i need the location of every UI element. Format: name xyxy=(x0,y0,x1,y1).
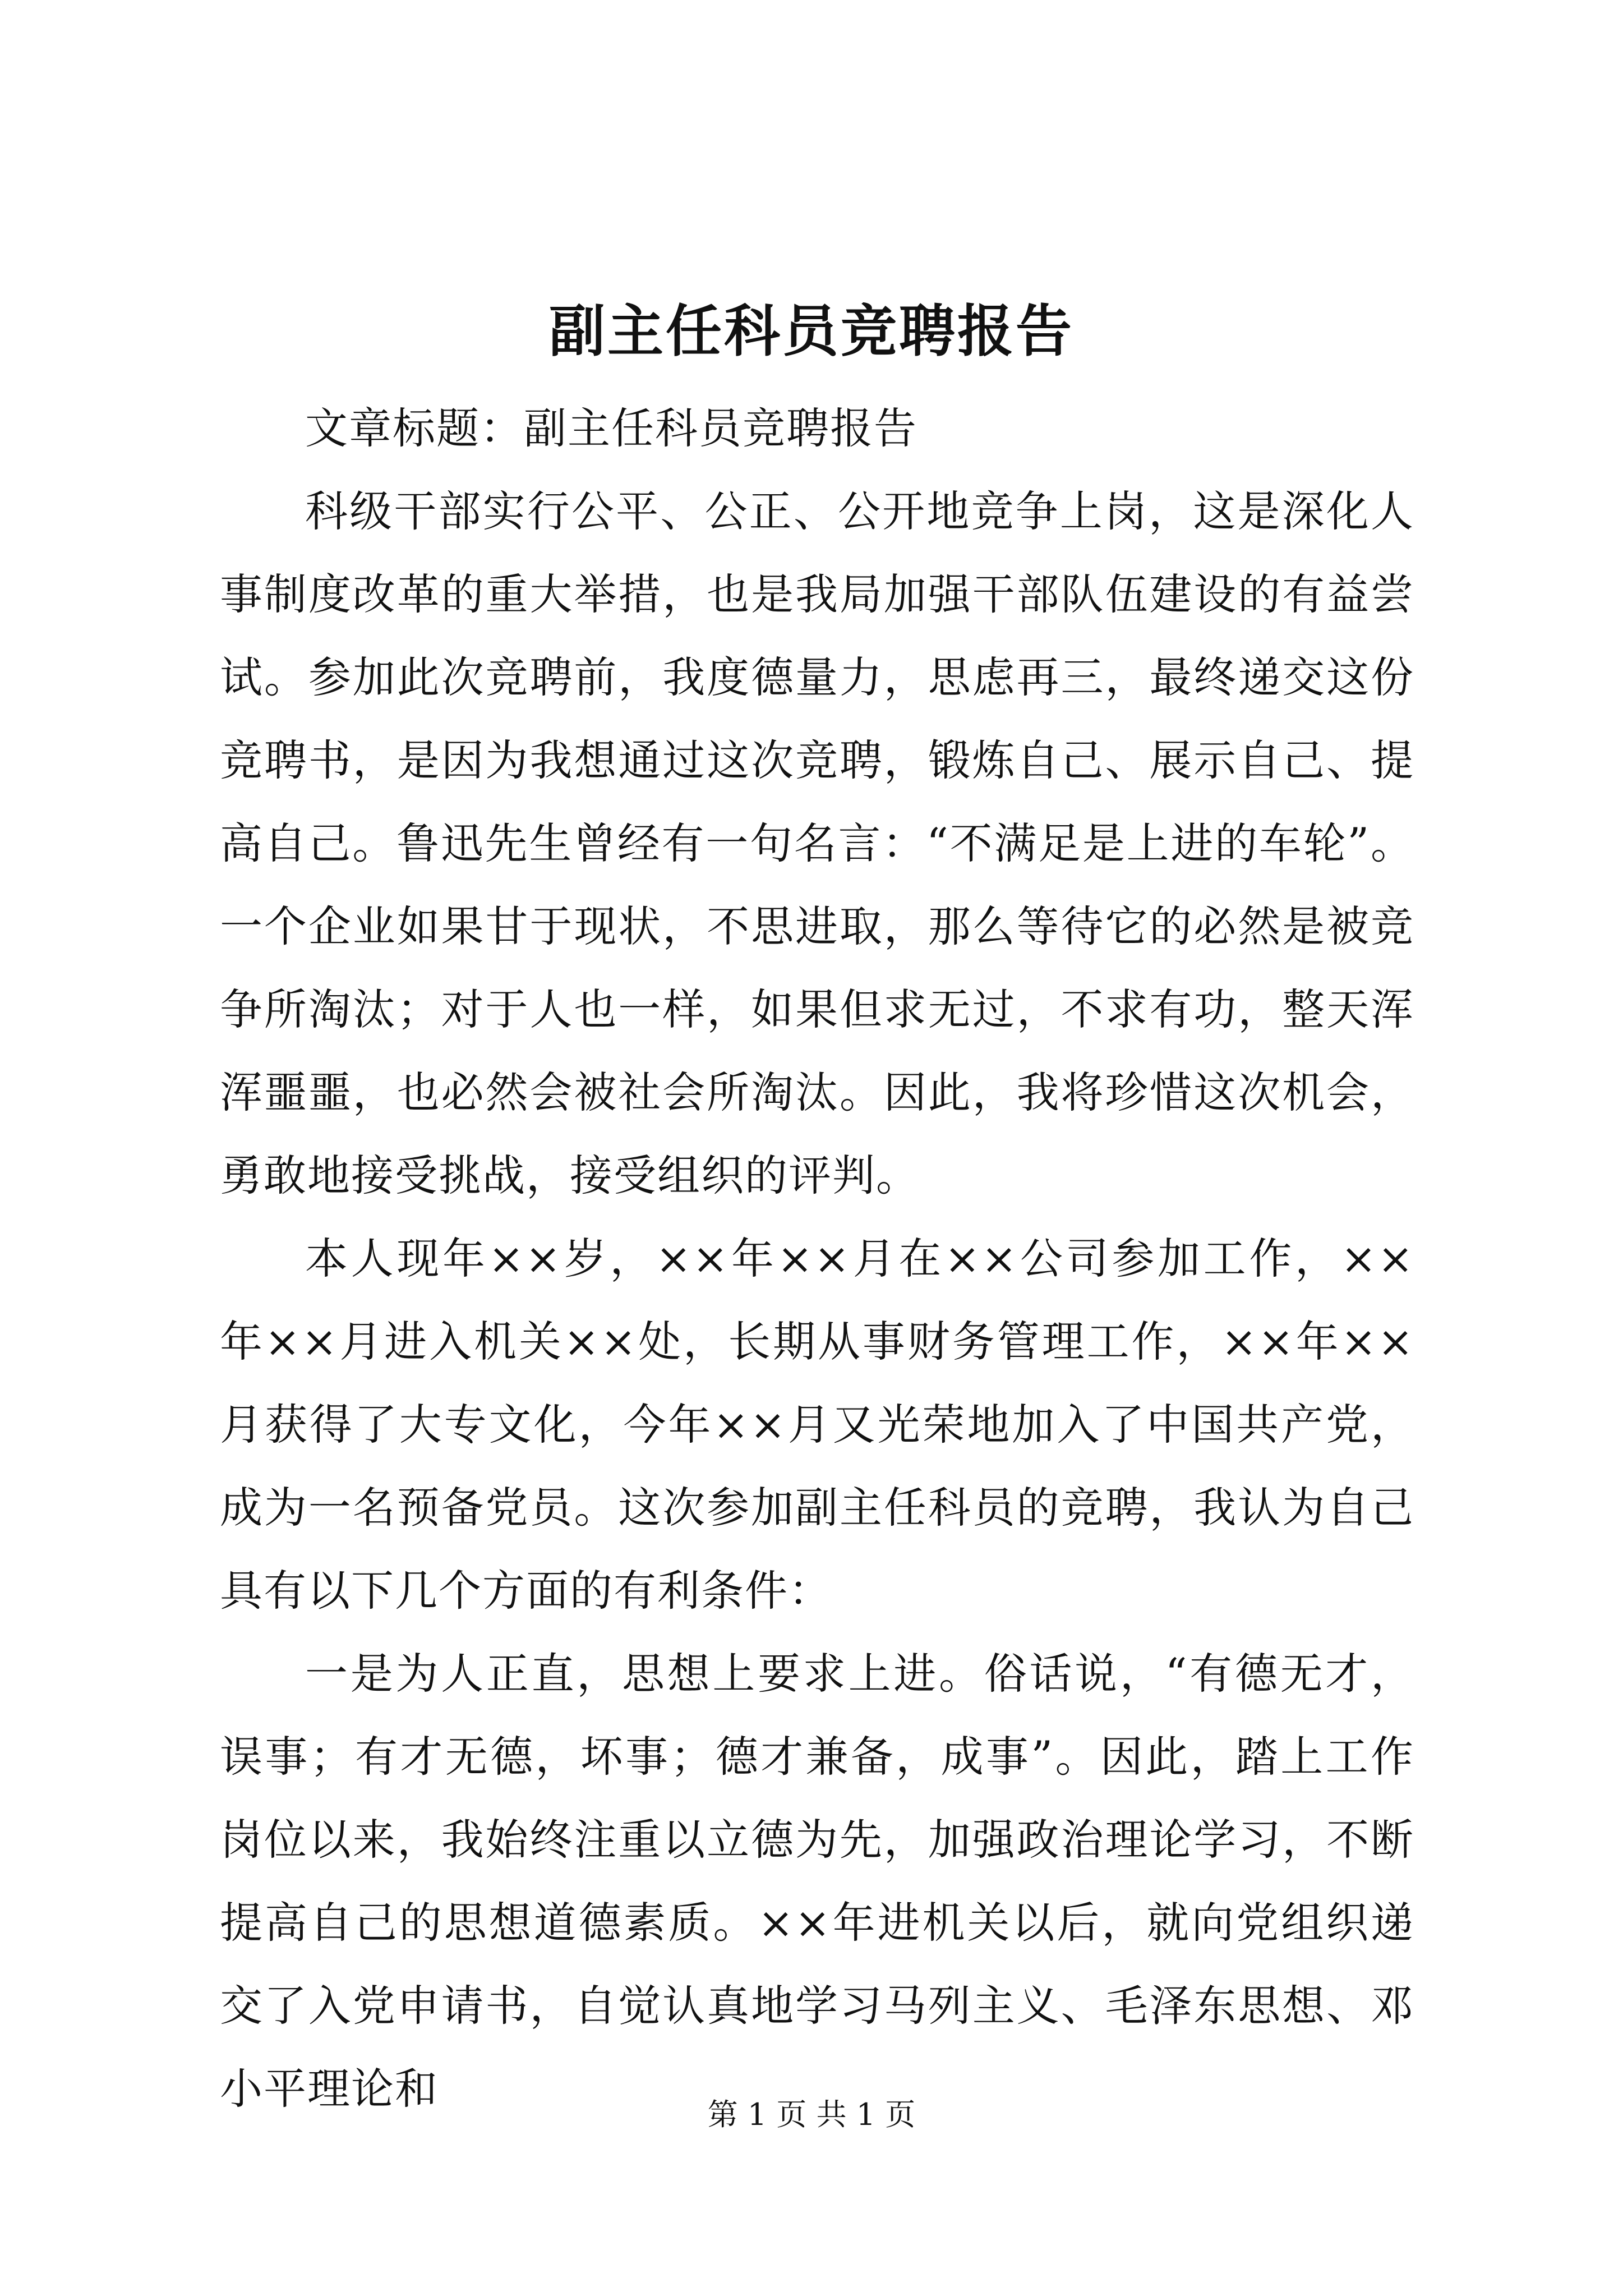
document-title: 副主任科员竞聘报告 xyxy=(549,298,1074,364)
paragraph-introduction: 科级干部实行公平、公正、公开地竞争上岗，这是深化人事制度改革的重大举措，也是我局加强干部队伍建设的有益尝试。参加此次竞聘前，我度德量力，思虑再三，最终递交这份竞聘书，是因为我想通过这次竞聘，锻炼自己、展示自己、提高自己。鲁迅先生曾经有一句名言：“不满足是上进的车轮”。一个企业如果甘于现状，不思进取，那么等待它的必然是被竞争所淘汰；对于人也一样，如果但求无过，不求有功，整天浑浑噩噩，也必然会被社会所淘汰。因此，我将珍惜这次机会，勇敢地接受挑战，接受组织的评判。 xyxy=(220,486,1414,1200)
paragraph-personal-background: 本人现年××岁，××年××月在××公司参加工作，××年××月进入机关××处，长期从事财务管理工作，××年××月获得了大专文化，今年××月又光荣地加入了中国共产党，成为一名预备党员。这次参加副主任科员的竞聘，我认为自己具有以下几个方面的有利条件： xyxy=(220,1234,1414,1616)
page-footer: 第 1 页 共 1 页 xyxy=(707,2097,916,2132)
paragraph-qualification-one: 一是为人正直，思想上要求上进。俗话说，“有德无才，误事；有才无德，坏事；德才兼备，成事”。因此，踏上工作岗位以来，我始终注重以立德为先，加强政治理论学习，不断提高自己的思想道德素质。××年进机关以后，就向党组织递交了入党申请书，自觉认真地学习马列主义、毛泽东思想、邓小平理论和 xyxy=(220,1649,1414,2114)
paragraph-article-title: 文章标题：副主任科员竞聘报告 xyxy=(305,403,917,453)
document-body xyxy=(220,387,1414,2131)
